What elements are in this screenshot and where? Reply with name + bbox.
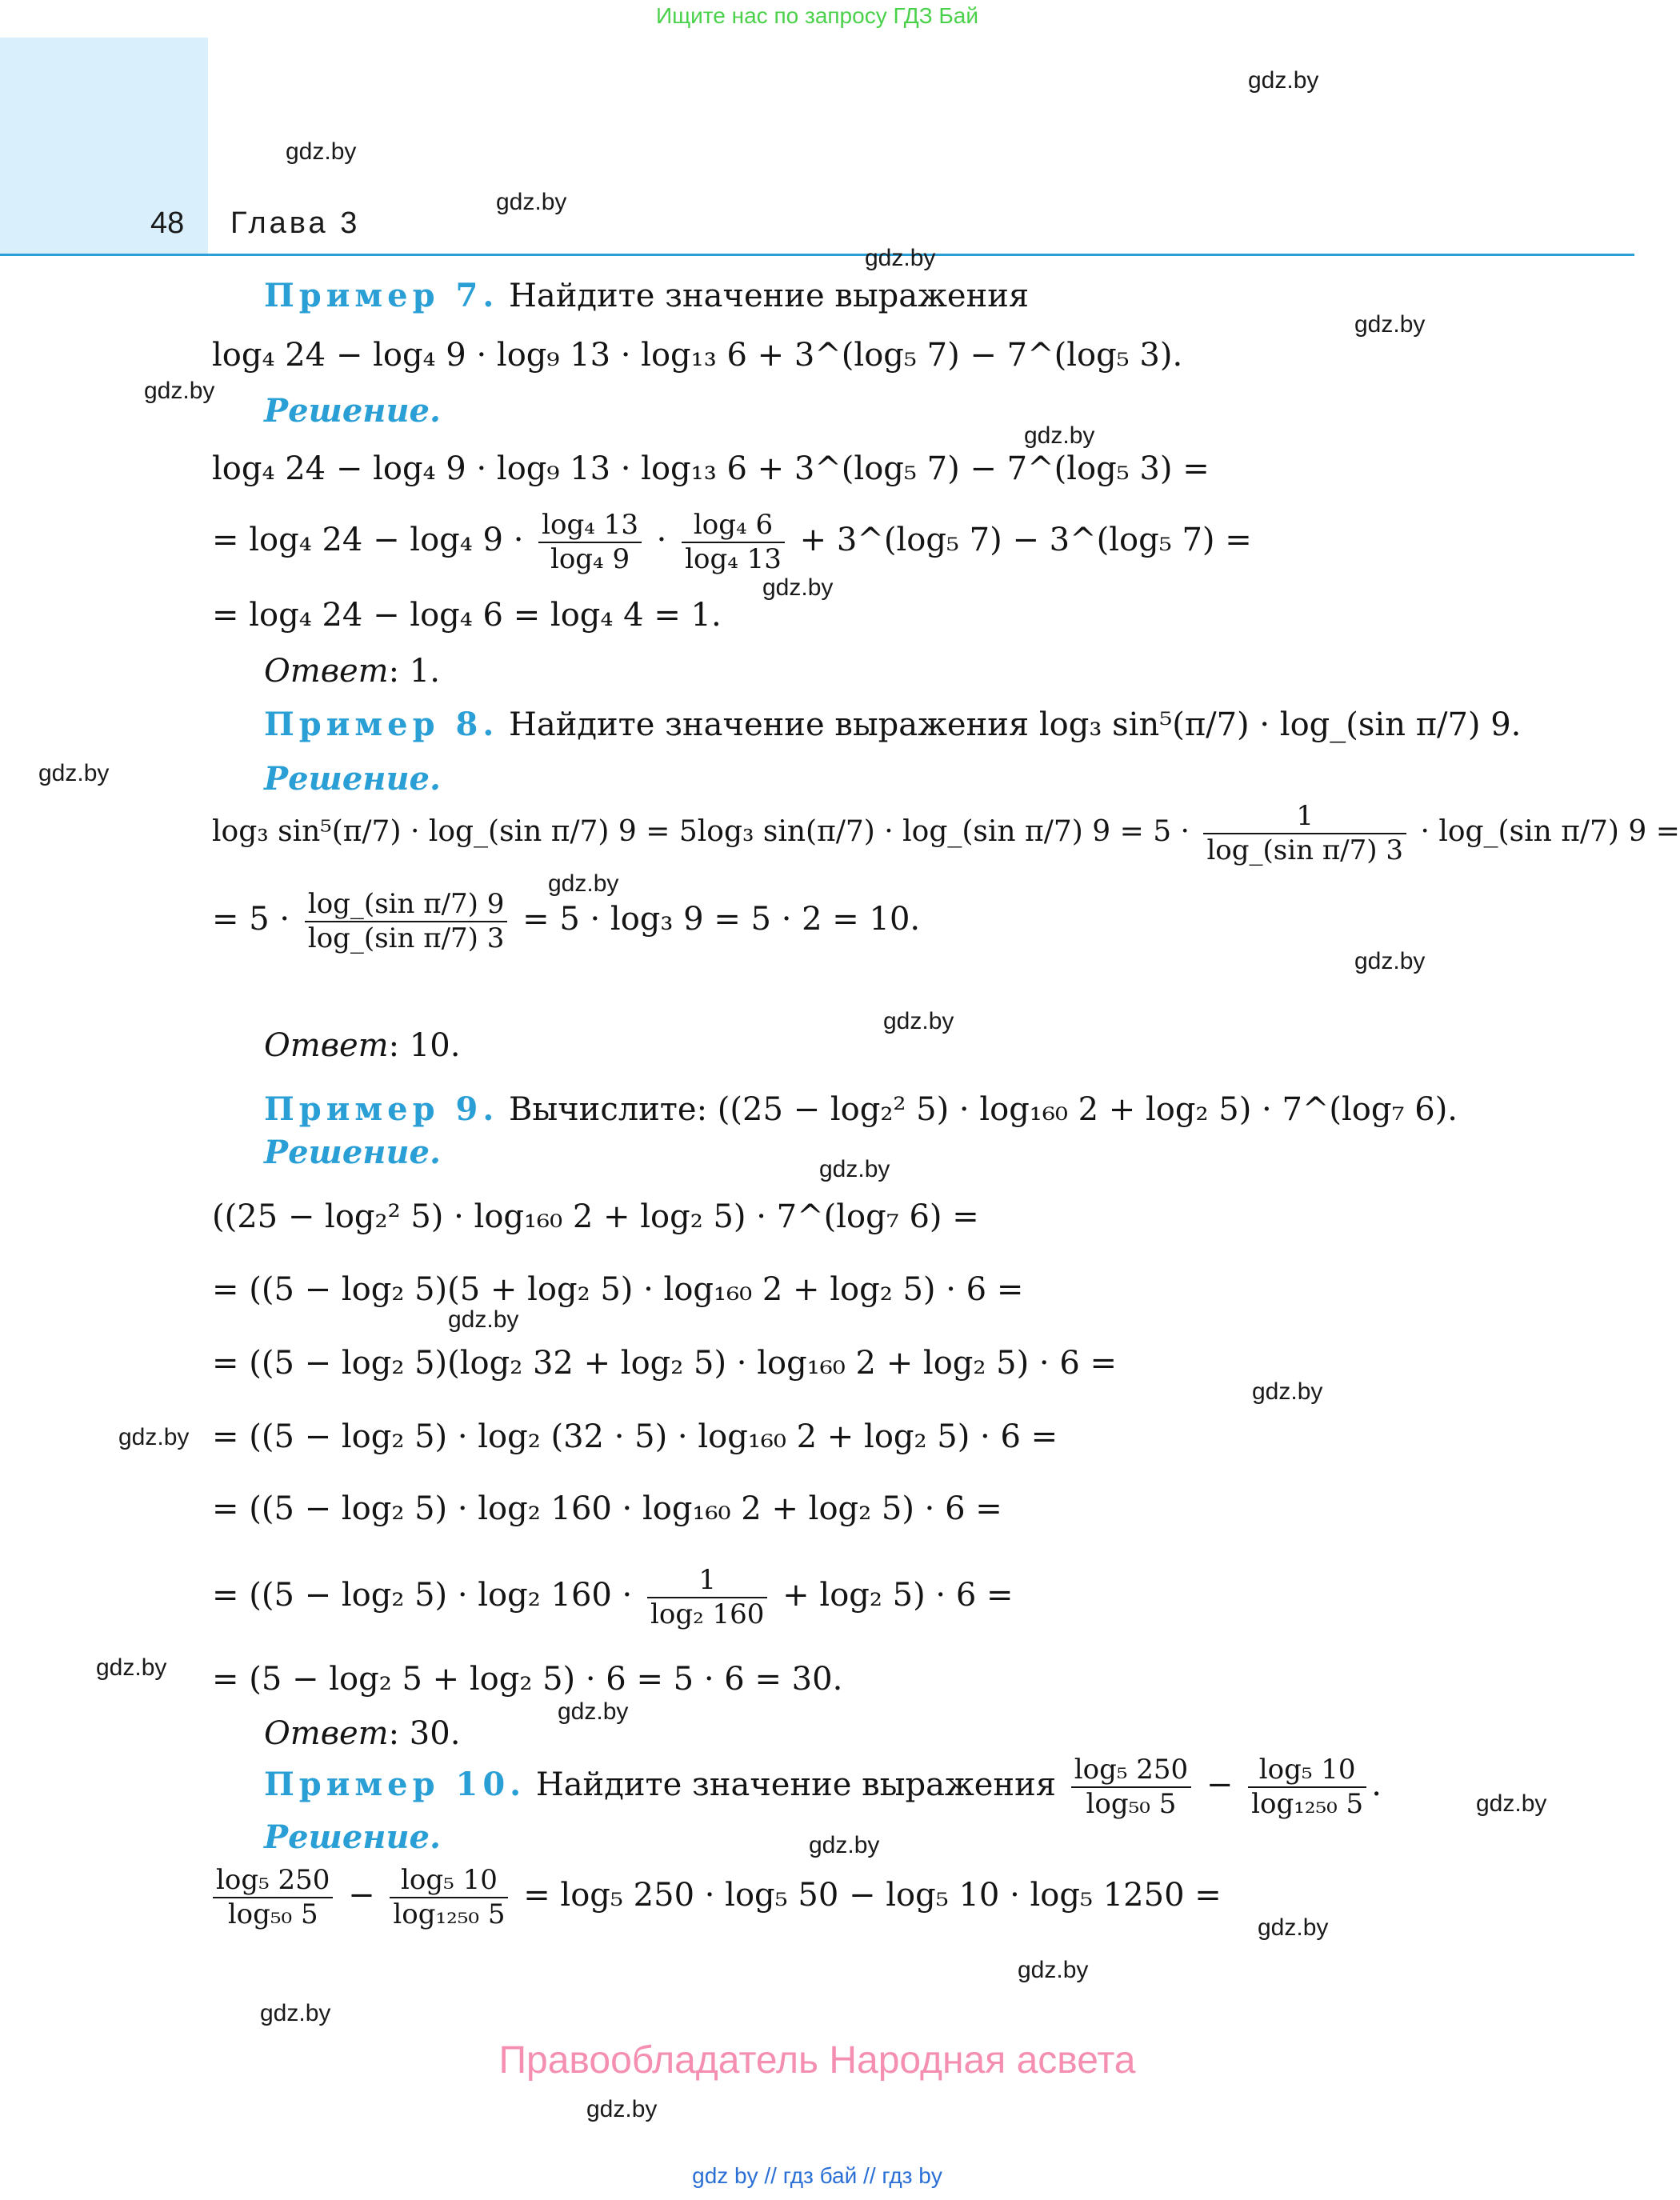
example8-heading bbox=[264, 706, 1521, 744]
example7-solution-label: Решение. bbox=[264, 392, 441, 430]
example10-heading-frac1 bbox=[1071, 1754, 1191, 1821]
example8-step1-right: · log_(sin π/7) 9 = bbox=[1420, 814, 1680, 848]
example10-solution-label: Решение. bbox=[264, 1818, 441, 1856]
example9-step6-den: log₂ 160 bbox=[650, 1598, 765, 1630]
example10-heading-frac1-den: log₅₀ 5 bbox=[1086, 1787, 1177, 1820]
example8-label: Пример 8. bbox=[264, 706, 499, 743]
example7-step1: log₄ 24 − log₄ 9 · log₉ 13 · log₁₃ 6 + 3^(log₅ 7) − 7^(log₅ 3) = bbox=[212, 450, 1210, 487]
example8-answer bbox=[264, 1026, 460, 1065]
example8-solution-label: Решение. bbox=[264, 760, 441, 798]
example10-heading-period: . bbox=[1371, 1766, 1382, 1803]
example10-step1-frac1-num: log₅ 250 bbox=[213, 1864, 333, 1898]
example9-step1: ((25 − log₂² 5) · log₁₆₀ 2 + log₂ 5) · 7^(log₇ 6) = bbox=[212, 1198, 979, 1235]
watermark: gdz.by bbox=[260, 2000, 331, 2026]
example10-step1-right: = log₅ 250 · log₅ 50 − log₅ 10 · log₅ 1250 = bbox=[523, 1876, 1222, 1914]
watermark: gdz.by bbox=[1018, 1957, 1089, 1983]
example7-frac2-num: log₄ 6 bbox=[682, 509, 785, 543]
example7-answer-label: Ответ bbox=[264, 653, 389, 690]
example7-step2-right: + 3^(log₅ 7) − 3^(log₅ 7) = bbox=[799, 521, 1252, 558]
example9-expression: ((25 − log₂² 5) · log₁₆₀ 2 + log₂ 5) · 7^(log₇ 6). bbox=[717, 1091, 1458, 1128]
watermark: gdz.by bbox=[865, 245, 936, 271]
watermark: gdz.by bbox=[448, 1306, 519, 1333]
watermark: gdz.by bbox=[558, 1698, 629, 1725]
watermark: gdz.by bbox=[1354, 311, 1426, 338]
watermark: gdz.by bbox=[548, 870, 619, 897]
example8-step2-frac bbox=[305, 888, 508, 955]
example7-frac1 bbox=[538, 509, 642, 576]
example10-heading-frac2 bbox=[1248, 1754, 1366, 1821]
example8-step1-den: log_(sin π/7) 3 bbox=[1206, 834, 1403, 866]
watermark: gdz.by bbox=[1476, 1790, 1547, 1817]
example9-step3: = ((5 − log₂ 5)(log₂ 32 + log₂ 5) · log₁₆₀ 2 + log₂ 5) · 6 = bbox=[212, 1345, 1118, 1382]
example7-label: Пример 7. bbox=[264, 277, 499, 314]
watermark: gdz.by bbox=[762, 574, 834, 601]
example10-task: Найдите значение выражения bbox=[535, 1766, 1056, 1803]
example9-answer-value: : 30. bbox=[388, 1715, 461, 1752]
example8-step1-left: log₃ sin⁵(π/7) · log_(sin π/7) 9 = 5log₃ sin(π/7) · log_(sin π/7) 9 = 5 · bbox=[212, 814, 1190, 848]
watermark: gdz.by bbox=[96, 1654, 167, 1681]
example10-label: Пример 10. bbox=[264, 1765, 526, 1803]
watermark: gdz.by bbox=[38, 760, 110, 786]
watermark: gdz.by bbox=[286, 138, 357, 165]
example8-step1-frac bbox=[1203, 800, 1406, 867]
watermark: gdz.by bbox=[586, 2096, 658, 2122]
example9-step6-right: + log₂ 5) · 6 = bbox=[782, 1576, 1014, 1614]
copyright-notice: Правообладатель Народная асвета bbox=[498, 2039, 1136, 2082]
example7-frac2 bbox=[682, 509, 785, 576]
example8-expression: log₃ sin⁵(π/7) · log_(sin π/7) 9. bbox=[1038, 706, 1522, 743]
example9-step6-frac bbox=[647, 1564, 767, 1631]
example10-heading bbox=[264, 1754, 1382, 1821]
example9-answer bbox=[264, 1714, 460, 1753]
chapter-title: Глава 3 bbox=[230, 206, 361, 240]
example10-step1-frac2-num: log₅ 10 bbox=[390, 1864, 508, 1898]
header-rule bbox=[0, 254, 1634, 256]
example7-answer-value: : 1. bbox=[388, 653, 440, 690]
watermark: gdz.by bbox=[144, 378, 215, 404]
example10-step1-frac1-den: log₅₀ 5 bbox=[227, 1898, 318, 1930]
example8-step2-num: log_(sin π/7) 9 bbox=[305, 888, 508, 922]
example9-label: Пример 9. bbox=[264, 1090, 499, 1128]
page-number: 48 bbox=[150, 206, 185, 240]
watermark: gdz.by bbox=[118, 1424, 190, 1450]
watermark: gdz.by bbox=[1024, 422, 1095, 449]
example9-step6-num: 1 bbox=[647, 1564, 767, 1598]
example9-solution-label: Решение. bbox=[264, 1134, 441, 1171]
example7-expression: log₄ 24 − log₄ 9 · log₉ 13 · log₁₃ 6 + 3^(log₅ 7) − 7^(log₅ 3). bbox=[212, 337, 1183, 374]
watermark: gdz.by bbox=[1354, 948, 1426, 974]
example9-step5: = ((5 − log₂ 5) · log₂ 160 · log₁₆₀ 2 + log₂ 5) · 6 = bbox=[212, 1490, 1002, 1527]
example9-heading bbox=[264, 1090, 1458, 1129]
watermark: gdz.by bbox=[1248, 67, 1319, 94]
example7-frac2-den: log₄ 13 bbox=[685, 542, 782, 575]
example8-step2-den: log_(sin π/7) 3 bbox=[307, 922, 505, 954]
example8-step1 bbox=[212, 800, 1680, 867]
watermark: gdz.by bbox=[819, 1156, 890, 1182]
example7-heading bbox=[264, 277, 1029, 315]
example9-step2: = ((5 − log₂ 5)(5 + log₂ 5) · log₁₆₀ 2 + log₂ 5) · 6 = bbox=[212, 1271, 1024, 1308]
example7-answer bbox=[264, 652, 440, 690]
example8-answer-value: : 10. bbox=[388, 1027, 461, 1064]
example10-step1-frac2-den: log₁₂₅₀ 5 bbox=[393, 1898, 506, 1930]
example10-step1-frac2 bbox=[390, 1864, 508, 1931]
example7-step2: = log₄ 24 − log₄ 9 · $\frac{\text{log₄ 13}}{\text{log₄ 9}}$ · $\frac{\text{log₄ 6}}{\text{log₄ 13}}$ + 3^(log₅ 7) − 3^(log₅ 7) = bbox=[212, 509, 1252, 575]
example9-step6-left: = ((5 − log₂ 5) · log₂ 160 · bbox=[212, 1576, 633, 1614]
example10-heading-frac2-den: log₁₂₅₀ 5 bbox=[1251, 1787, 1364, 1820]
example10-heading-frac1-num: log₅ 250 bbox=[1071, 1754, 1191, 1788]
example10-heading-frac2-num: log₅ 10 bbox=[1248, 1754, 1366, 1788]
watermark: gdz.by bbox=[1258, 1914, 1329, 1941]
watermark: gdz.by bbox=[496, 189, 567, 215]
watermark: gdz.by bbox=[1252, 1378, 1323, 1405]
example7-frac1-num: log₄ 13 bbox=[538, 509, 642, 543]
example9-step6 bbox=[212, 1564, 1014, 1631]
example8-task: Найдите значение выражения bbox=[508, 706, 1030, 743]
example9-step4: = ((5 − log₂ 5) · log₂ (32 · 5) · log₁₆₀ 2 + log₂ 5) · 6 = bbox=[212, 1418, 1058, 1455]
watermark: gdz.by bbox=[809, 1832, 880, 1858]
example8-step2-left: = 5 · bbox=[212, 900, 290, 938]
example7-step3: = log₄ 24 − log₄ 6 = log₄ 4 = 1. bbox=[212, 597, 722, 634]
example10-step1-minus: − bbox=[348, 1876, 375, 1914]
top-banner: Ищите нас по запросу ГДЗ Бай bbox=[655, 3, 979, 28]
example7-frac1-den: log₄ 9 bbox=[550, 542, 630, 575]
example8-step1-num: 1 bbox=[1203, 800, 1406, 834]
example8-step2-right: = 5 · log₃ 9 = 5 · 2 = 10. bbox=[522, 900, 921, 938]
example9-task: Вычислите: bbox=[508, 1091, 708, 1128]
footer-links[interactable]: gdz by // гдз бай // гдз by bbox=[692, 2163, 942, 2188]
example10-step1-frac1 bbox=[213, 1864, 333, 1931]
example7-step2-left: = log₄ 24 − log₄ 9 · bbox=[212, 521, 524, 558]
example10-step1 bbox=[208, 1864, 1222, 1931]
watermark: gdz.by bbox=[883, 1008, 954, 1034]
example10-heading-minus: − bbox=[1206, 1766, 1234, 1803]
example9-answer-label: Ответ bbox=[264, 1715, 389, 1752]
example9-step7: = (5 − log₂ 5 + log₂ 5) · 6 = 5 · 6 = 30. bbox=[212, 1661, 843, 1698]
example7-task: Найдите значение выражения bbox=[508, 278, 1030, 314]
example8-step2 bbox=[212, 888, 920, 955]
example8-answer-label: Ответ bbox=[264, 1027, 389, 1064]
